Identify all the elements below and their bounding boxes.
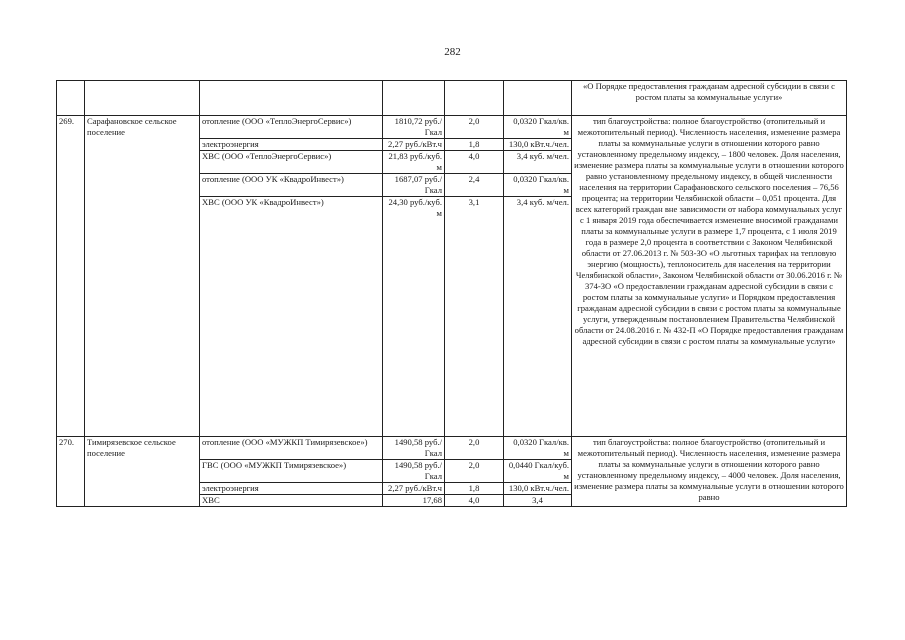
page-number: 282 (444, 46, 461, 58)
service-tariff: 1687,07 руб./Гкал (383, 174, 445, 197)
cell-empty (57, 81, 85, 116)
service-norm: 0,0320 Гкал/кв. м (504, 116, 572, 139)
entry-number: 269. (57, 116, 85, 437)
settlement-name: Тимирязевское сельское поселение (85, 437, 200, 507)
service-norm: 0,0440 Гкал/куб. м (504, 460, 572, 483)
entry-description: тип благоустройства: полное благоустройство (отопительный и межотопительный период). Численность населения, изменение размера платы за коммунальные услуги в отношении которого равно установленному предельному индексу, – 1800 человек. Доля населения, изменение размера платы за коммунальные услуги в отношении которого равно установленному предельному индексу, в общей численности населения на территории Сарафановского сельского поселения – 76,56 процента; на территории Челябинской области – 0,051 процента. Для всех категорий граждан вне зависимости от набора коммунальных услуг с 1 января 2019 года обеспечивается изменение вносимой гражданами платы за коммунальные услуги в размере 1,7 процента, с 1 июля 2019 года в размере 2,0 процента в соответствии с Законом Челябинской области от 27.06.2013 г. № 503-ЗО «О льготных тарифах на тепловую энергию (мощность), теплоноситель для населения на территории Челябинской области», Законом Челябинской области от 30.06.2016 г. № 374-ЗО «О предоставлении гражданам адресной субсидии в связи с ростом платы за коммунальные услуги» и Порядком предоставления гражданам адресной субсидии в связи с ростом платы за коммунальные услуги, утвержденным постановлением Правительства Челябинской области от 24.08.2016 г. № 432-П «О Порядке предоставления гражданам адресной субсидии в связи с ростом платы за коммунальные услуги» (572, 116, 847, 437)
service-norm: 0,0320 Гкал/кв. м (504, 174, 572, 197)
service-name: отопление (ООО «ТеплоЭнергоСервис») (200, 116, 383, 139)
service-tariff: 2,27 руб./кВт.ч (383, 483, 445, 495)
service-tariff: 1490,58 руб./Гкал (383, 460, 445, 483)
service-tariff: 2,27 руб./кВт.ч (383, 139, 445, 151)
service-tariff: 17,68 (383, 495, 445, 507)
service-tariff: 21,83 руб./куб. м (383, 151, 445, 174)
service-index: 1,8 (445, 483, 504, 495)
cell-empty (445, 81, 504, 116)
continuation-row (57, 81, 847, 116)
service-index: 2,0 (445, 437, 504, 460)
service-index: 4,0 (445, 151, 504, 174)
service-tariff: 1490,58 руб./Гкал (383, 437, 445, 460)
service-norm: 3,4 куб. м/чел. (504, 151, 572, 174)
table-row (57, 116, 847, 139)
service-name: электроэнергия (200, 483, 383, 495)
service-name: ХВС (ООО УК «КвадроИнвест») (200, 197, 383, 437)
service-name: отопление (ООО «МУЖКП Тимирязевское») (200, 437, 383, 460)
cell-empty (383, 81, 445, 116)
tariff-table (56, 80, 847, 507)
service-norm: 3,4 (504, 495, 572, 507)
cell-empty (200, 81, 383, 116)
service-index: 2,4 (445, 174, 504, 197)
service-index: 4,0 (445, 495, 504, 507)
entry-description: тип благоустройства: полное благоустройство (отопительный и межотопительный период). Численность населения, изменение размера платы за коммунальные услуги в отношении которого равно установленному предельному индексу, – 4000 человек. Доля населения, изменение размера платы за коммунальные услуги в отношении которого равно (572, 437, 847, 507)
service-index: 2,0 (445, 460, 504, 483)
settlement-name: Сарафановское сельское поселение (85, 116, 200, 437)
service-name: ХВС (200, 495, 383, 507)
service-index: 1,8 (445, 139, 504, 151)
service-norm: 3,4 куб. м/чел. (504, 197, 572, 437)
service-name: ХВС (ООО «ТеплоЭнергоСервис») (200, 151, 383, 174)
continuation-text: «О Порядке предоставления гражданам адресной субсидии в связи с ростом платы за коммунальные услуги» (572, 81, 847, 116)
cell-empty (85, 81, 200, 116)
service-name: отопление (ООО УК «КвадроИнвест») (200, 174, 383, 197)
service-index: 3,1 (445, 197, 504, 437)
service-name: электроэнергия (200, 139, 383, 151)
cell-empty (504, 81, 572, 116)
service-name: ГВС (ООО «МУЖКП Тимирязевское») (200, 460, 383, 483)
entry-number: 270. (57, 437, 85, 507)
service-tariff: 1810,72 руб./Гкал (383, 116, 445, 139)
service-norm: 130,0 кВт.ч./чел. (504, 139, 572, 151)
table-row (57, 437, 847, 460)
service-norm: 0,0320 Гкал/кв. м (504, 437, 572, 460)
service-tariff: 24,30 руб./куб. м (383, 197, 445, 437)
service-index: 2,0 (445, 116, 504, 139)
service-norm: 130,0 кВт.ч./чел. (504, 483, 572, 495)
